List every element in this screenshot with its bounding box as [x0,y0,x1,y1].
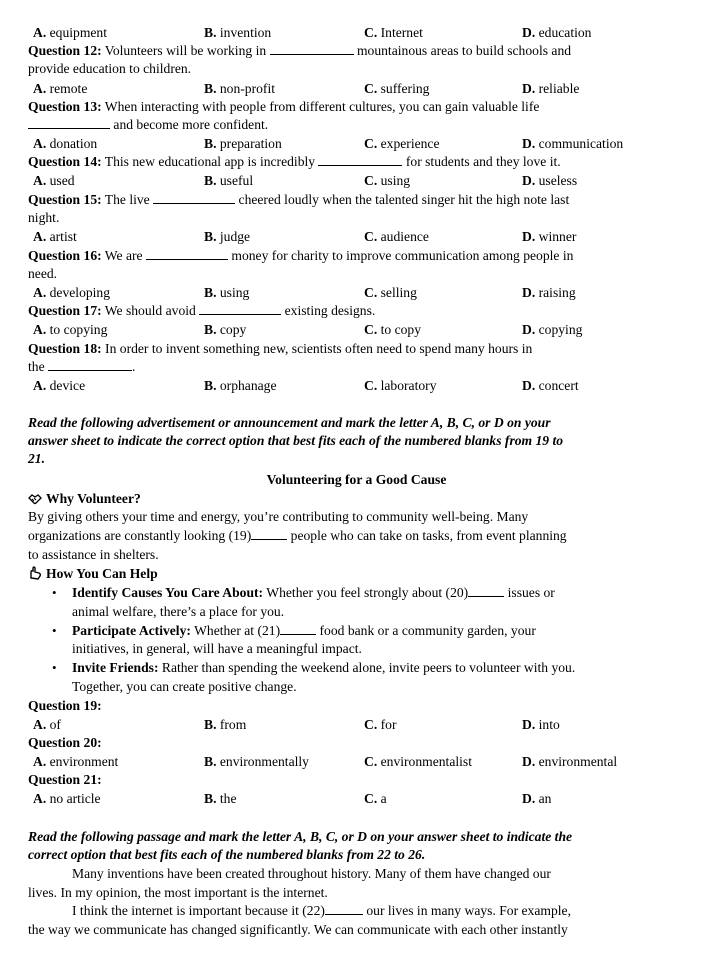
q13-stem: Question 13: When interacting with people from different cultures, you can gain valuable life [28,99,540,114]
bullet-participate: Participate Actively: Whether at (21) food bank or a community garden, your [72,623,536,638]
q15-option-d: D. winner [522,229,577,244]
q11-option-d: D. education [522,25,592,40]
q16-options [0,284,713,302]
q19-option-d: D. into [522,717,560,732]
q11-option-b: B. invention [204,25,272,40]
q16-option-b: B. using [204,285,250,300]
q18-blank [48,358,132,371]
q21-option-a: A. no article [33,791,101,806]
q17-options [0,321,713,339]
bullet-invite-friends-line2: Together, you can create positive change. [72,679,297,694]
bullet-identify-causes-line2: animal welfare, there’s a place for you. [72,604,285,619]
q13-option-a: A. donation [33,136,98,151]
q16-option-d: D. raising [522,285,576,300]
q15-option-a: A. artist [33,229,77,244]
blank-21 [280,622,316,635]
q14-options [0,172,713,190]
instructions-22-26-line2: correct option that best fits each of the numbered blanks from 22 to 26. [28,847,426,862]
blank-20 [468,584,504,597]
q20-option-d: D. environmental [522,754,618,769]
q16-option-a: A. developing [33,285,111,300]
ad-title: Volunteering for a Good Cause [266,472,447,487]
q17-option-a: A. to copying [33,322,108,337]
q14-blank [318,153,402,166]
q18-options [0,377,713,395]
hand-icon [28,566,42,580]
bullet-dot: • [52,623,57,638]
q16-stem: Question 16: We are money for charity to improve communication among people in [28,248,574,263]
q15-blank [153,191,235,204]
q18-option-d: D. concert [522,378,579,393]
bullet-identify-causes: Identify Causes You Care About: Whether you feel strongly about (20) issues or [72,585,555,600]
why-text-line2: organizations are constantly looking (19) people who can take on tasks, from event planning [28,528,567,543]
q12-stem: Question 12: Volunteers will be working in mountainous areas to build schools and [28,43,572,58]
q19-option-a: A. of [33,717,61,732]
blank-19 [251,527,287,540]
q14-stem: Question 14: This new educational app is incredibly for students and they love it. [28,154,561,169]
q21-option-b: B. the [204,791,237,806]
blank-22 [325,902,363,915]
q18-option-b: B. orphanage [204,378,277,393]
q15-stem: Question 15: The live cheered loudly when the talented singer hit the high note last [28,192,570,207]
q18-option-a: A. device [33,378,86,393]
instructions-22-26-line1: Read the following passage and mark the letter A, B, C, or D on your answer sheet to indicate the [28,829,573,844]
instructions-19-21-line1: Read the following advertisement or announcement and mark the letter A, B, C, or D on your [28,415,551,430]
q21-label: Question 21: [28,772,102,787]
q15-option-b: B. judge [204,229,251,244]
why-text-line1: By giving others your time and energy, you’re contributing to community well-being. Many [28,509,529,524]
q21-option-d: D. an [522,791,552,806]
q18-stem: Question 18: In order to invent something new, scientists often need to spend many hours in [28,341,533,356]
q17-blank [199,302,281,315]
q12-option-b: B. non-profit [204,81,275,96]
q16-option-c: C. selling [364,285,417,300]
q12-option-a: A. remote [33,81,88,96]
q21-options [0,790,713,808]
passage-p2-line1: I think the internet is important because it (22) our lives in many ways. For example, [72,903,571,918]
q19-options [0,716,713,734]
q20-option-c: C. environmentalist [364,754,472,769]
q20-option-b: B. environmentally [204,754,309,769]
q14-option-d: D. useless [522,173,578,188]
q19-option-c: C. for [364,717,397,732]
q13-option-c: C. experience [364,136,440,151]
q15-option-c: C. audience [364,229,429,244]
q12-blank [270,42,354,55]
bullet-dot: • [52,660,57,675]
bullet-dot: • [52,585,57,600]
instructions-19-21-line3: 21. [28,451,45,466]
q16-stem-line2: need. [28,266,58,281]
q17-option-d: D. copying [522,322,583,337]
bullet-invite-friends: Invite Friends: Rather than spending the weekend alone, invite peers to volunteer with you. [72,660,576,675]
q20-label: Question 20: [28,735,102,750]
q14-option-c: C. using [364,173,411,188]
q18-stem-line2: the . [28,359,136,374]
q19-option-b: B. from [204,717,247,732]
passage-p2-line2: the way we communicate has changed significantly. We can communicate with each other instantly [28,922,568,937]
q11-option-c: C. Internet [364,25,423,40]
q15-options [0,228,713,246]
q14-option-b: B. useful [204,173,254,188]
q13-blank [28,116,110,129]
q13-stem-line2: and become more confident. [28,116,683,134]
how-you-can-help-heading: How You Can Help [28,565,683,583]
passage-p1-line2: lives. In my opinion, the most important is the internet. [28,885,328,900]
q17-option-b: B. copy [204,322,247,337]
q12-options [0,80,713,98]
q13-option-d: D. communication [522,136,624,151]
handshake-icon [28,491,42,505]
q21-option-c: C. a [364,791,387,806]
passage-p1-line1: Many inventions have been created throughout history. Many of them have changed our [72,866,551,881]
instructions-19-21-line2: answer sheet to indicate the correct option that best fits each of the numbered blanks from 19 to [28,433,564,448]
why-volunteer-heading: Why Volunteer? [28,490,683,508]
q12-stem-line2: provide education to children. [28,61,192,76]
q11-options [0,24,713,42]
q17-option-c: C. to copy [364,322,422,337]
q13-options [0,135,713,153]
bullet-participate-line2: initiatives, in general, will have a meaningful impact. [72,641,362,656]
q17-stem: Question 17: We should avoid existing designs. [28,303,376,318]
q15-stem-line2: night. [28,210,60,225]
q16-blank [146,247,228,260]
q12-option-c: C. suffering [364,81,430,96]
q20-option-a: A. environment [33,754,119,769]
q19-label: Question 19: [28,698,102,713]
why-text-line3: to assistance in shelters. [28,547,159,562]
q11-option-a: A. equipment [33,25,108,40]
q14-option-a: A. used [33,173,75,188]
q12-option-d: D. reliable [522,81,580,96]
q18-option-c: C. laboratory [364,378,437,393]
q20-options [0,753,713,771]
q13-option-b: B. preparation [204,136,282,151]
